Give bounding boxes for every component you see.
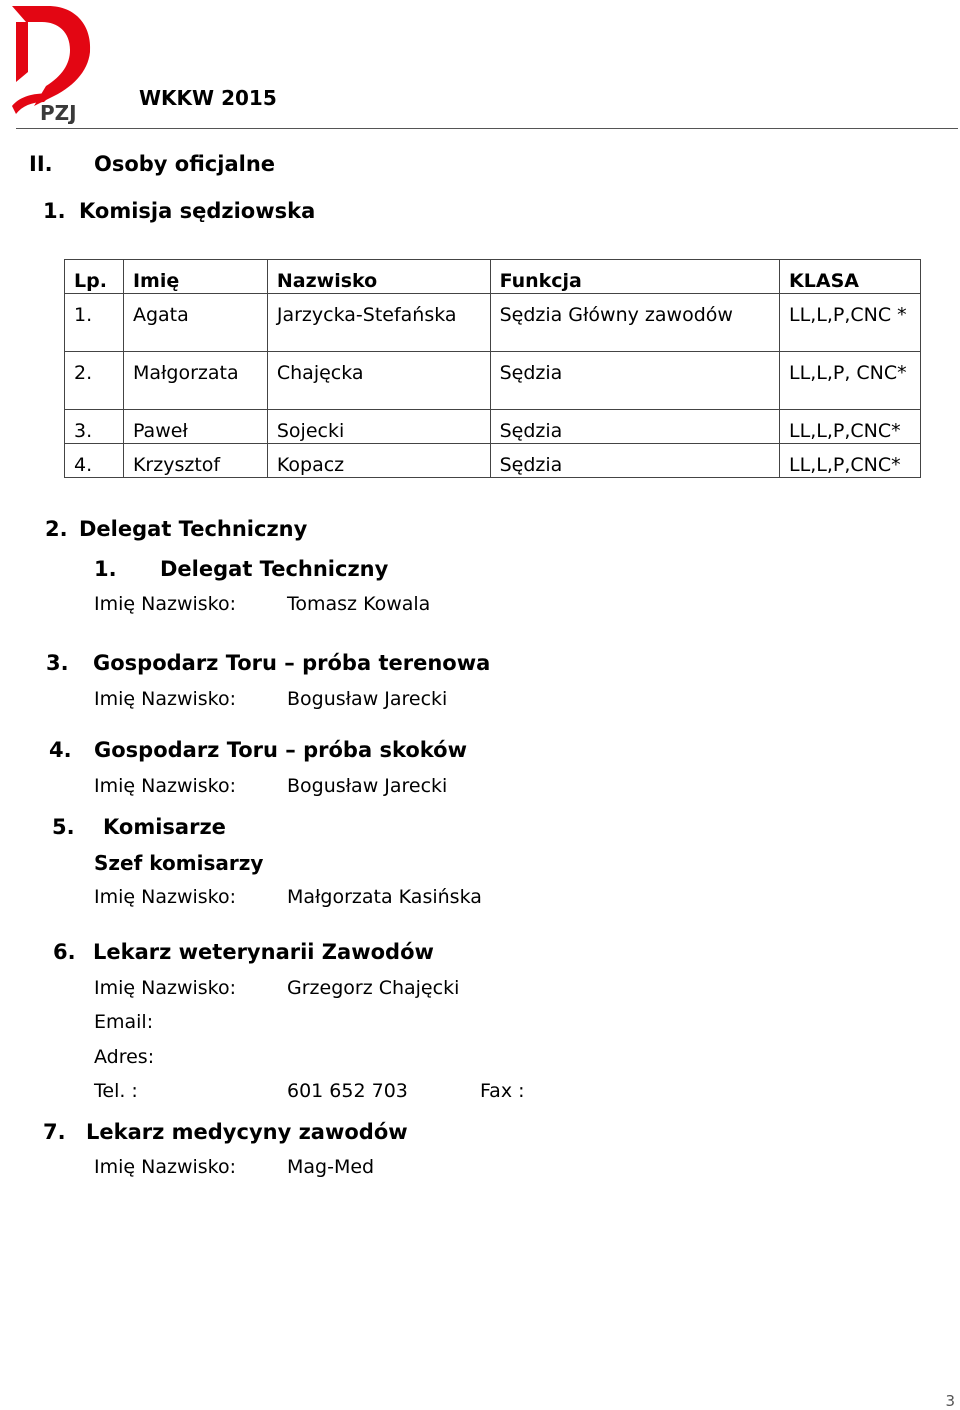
table-cell: LL,L,P,CNC* [780,410,921,444]
s4-name-label: Imię Nazwisko: [94,775,237,797]
s4-title: Gospodarz Toru – próba skoków [94,738,467,762]
table-cell: Małgorzata [123,352,267,410]
s5-number: 5. [52,815,75,839]
table-row [65,410,921,444]
svg-text:PZJ: PZJ [40,101,77,124]
table-cell: Krzysztof [123,444,267,478]
table-cell: Sędzia [490,410,779,444]
s5-sub-title: Szef komisarzy [94,851,264,875]
table-cell: 1. [65,294,124,352]
s6-tel-label: Tel. : [94,1080,138,1102]
s2-title: Delegat Techniczny [79,517,308,541]
col-header: Imię [123,260,267,294]
s3-number: 3. [46,651,69,675]
table-cell: Sędzia Główny zawodów [490,294,779,352]
s7-name-value: Mag-Med [287,1156,375,1178]
table-cell: LL,L,P, CNC* [780,352,921,410]
s6-name-value: Grzegorz Chajęcki [287,977,460,999]
s2-name-label: Imię Nazwisko: [94,593,237,615]
s1-title: Komisja sędziowska [79,199,316,223]
table-row [65,352,921,410]
col-header: Nazwisko [267,260,490,294]
s7-number: 7. [43,1120,66,1144]
s3-title: Gospodarz Toru – próba terenowa [93,651,491,675]
table-header-row [65,260,921,294]
table-row [65,294,921,352]
table-cell: 3. [65,410,124,444]
pzj-logo [6,2,94,124]
document-title: WKKW 2015 [139,86,277,110]
table-cell: Sędzia [490,352,779,410]
s6-title: Lekarz weterynarii Zawodów [93,940,434,964]
table-cell: Sojecki [267,410,490,444]
table-cell: Paweł [123,410,267,444]
table-cell: Sędzia [490,444,779,478]
s6-number: 6. [53,940,76,964]
table-cell: LL,L,P,CNC * [780,294,921,352]
col-header: Funkcja [490,260,779,294]
table-cell: 2. [65,352,124,410]
table-cell: 4. [65,444,124,478]
page-number: 3 [945,1392,955,1410]
table-cell: Agata [123,294,267,352]
s6-fax-label: Fax : [480,1080,525,1102]
col-header: Lp. [65,260,124,294]
s7-name-label: Imię Nazwisko: [94,1156,237,1178]
col-header: KLASA [780,260,921,294]
s2-sub-number: 1. [94,557,117,581]
s3-name-value: Bogusław Jarecki [287,688,448,710]
section-title: Osoby oficjalne [94,152,276,176]
table-cell: Chajęcka [267,352,490,410]
s5-name-value: Małgorzata Kasińska [287,886,482,908]
s5-title: Komisarze [103,815,226,839]
header-divider [16,128,958,129]
s6-address-label: Adres: [94,1046,155,1068]
table-row [65,444,921,478]
table-cell: LL,L,P,CNC* [780,444,921,478]
s2-number: 2. [45,517,68,541]
s2-name-value: Tomasz Kowala [287,593,431,615]
s6-tel-value: 601 652 703 [287,1080,408,1102]
section-number: II. [29,152,53,176]
s2-sub-title: Delegat Techniczny [160,557,389,581]
s4-number: 4. [49,738,72,762]
s6-name-label: Imię Nazwisko: [94,977,237,999]
s3-name-label: Imię Nazwisko: [94,688,237,710]
judges-table [64,259,921,478]
s1-number: 1. [43,199,66,223]
s6-email-label: Email: [94,1011,154,1033]
s5-name-label: Imię Nazwisko: [94,886,237,908]
table-cell: Jarzycka-Stefańska [267,294,490,352]
table-cell: Kopacz [267,444,490,478]
s4-name-value: Bogusław Jarecki [287,775,448,797]
s7-title: Lekarz medycyny zawodów [86,1120,408,1144]
